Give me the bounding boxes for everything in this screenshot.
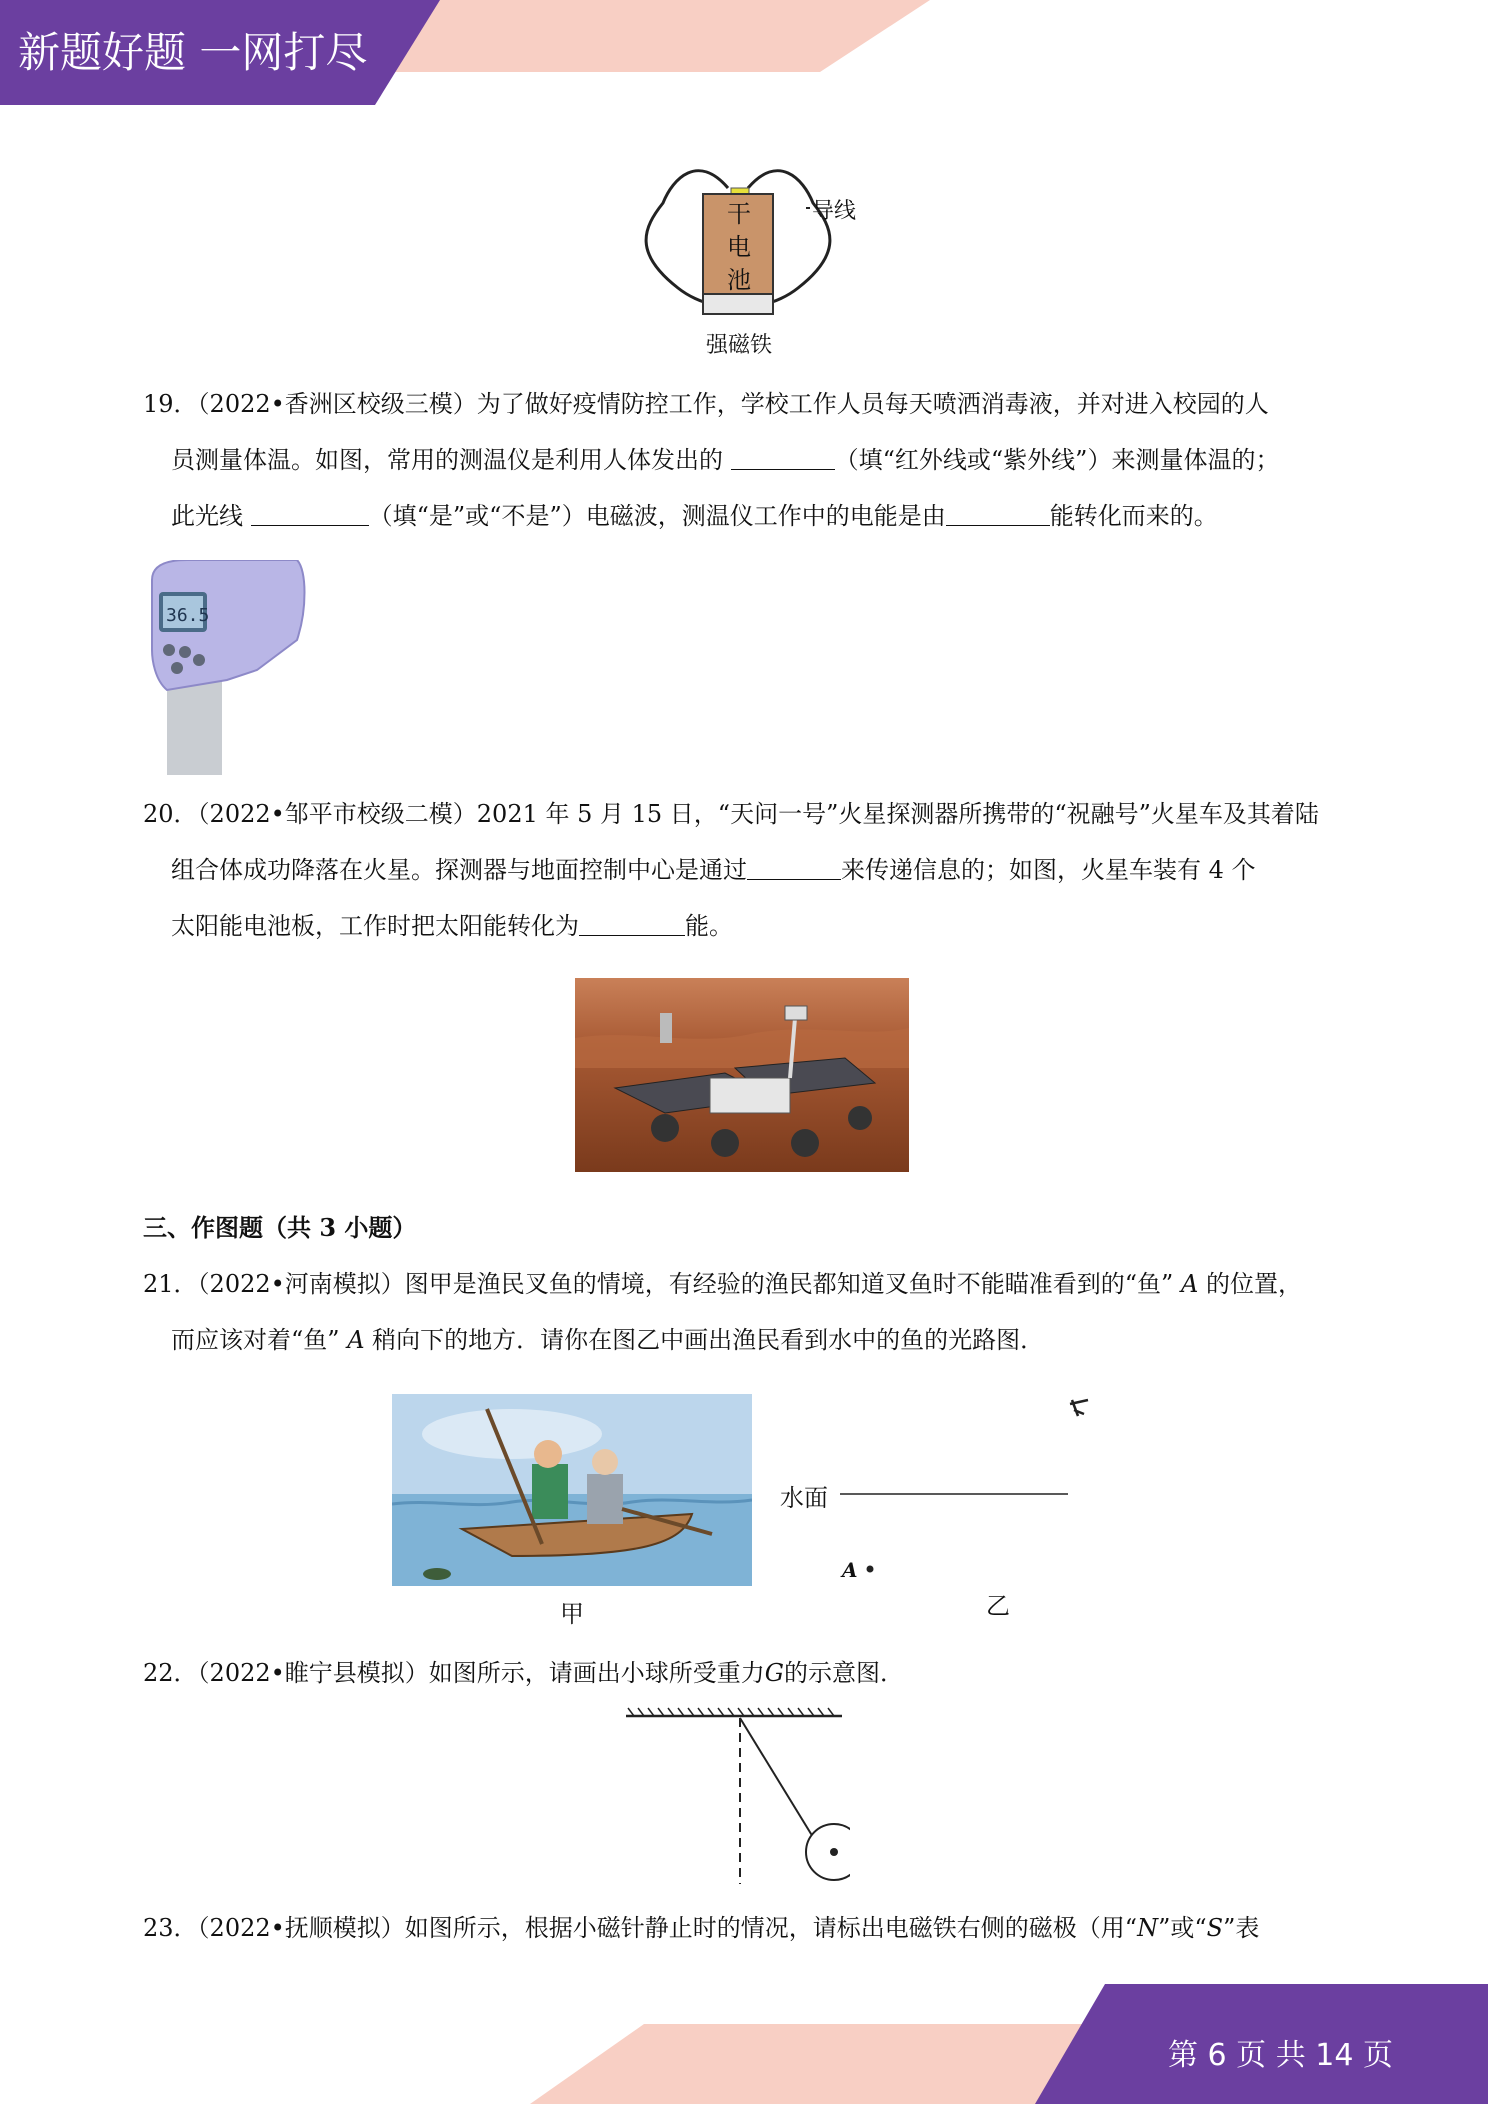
q23-text-a: 如图所示，根据小磁针静止时的情况，请标出电磁铁右侧的磁极（用“	[404, 1914, 1138, 1942]
thermometer-display-value: 36.5	[166, 605, 210, 626]
question-22	[143, 1645, 1353, 1701]
thermometer-image	[147, 560, 307, 775]
q19-line3b: （填“是”或“不是”）电磁波，测温仪工作中的电能是由	[368, 502, 946, 530]
q19-line1: 为了做好疫情防控工作，学校工作人员每天喷洒消毒液，并对进入校园的人	[476, 390, 1269, 418]
q20-blank-1[interactable]	[747, 855, 841, 880]
q21-var-a-1: A	[1180, 1270, 1199, 1298]
q20-number: 20．	[143, 800, 198, 828]
q22-var-g: G	[764, 1659, 784, 1687]
question-20	[143, 786, 1353, 954]
q19-line2a: 员测量体温。如图，常用的测温仪是利用人体发出的	[171, 446, 731, 474]
q20-line2a: 组合体成功降落在火星。探测器与地面控制中心是通过	[171, 856, 747, 884]
section-title: 三、作图题（共 3 小题）	[143, 1213, 417, 1242]
battery-char-3: 池	[727, 266, 751, 294]
q22-text-b: 的示意图．	[783, 1659, 904, 1687]
q21-source: （2022•河南模拟）	[197, 1270, 405, 1298]
q19-number: 19．	[143, 390, 198, 418]
question-19	[143, 376, 1353, 544]
q23-text-b: ”或“	[1158, 1914, 1207, 1942]
q19-line3a: 此光线	[171, 502, 251, 530]
q21-number: 21．	[143, 1270, 198, 1298]
q21-line1a: 图甲是渔民叉鱼的情境，有经验的渔民都知道叉鱼时不能瞄准看到的“鱼”	[404, 1270, 1174, 1298]
q20-line2b: 来传递信息的；如图，火星车装有 4 个	[841, 856, 1256, 884]
page-number: 第 6 页 共 14 页	[1168, 2038, 1393, 2073]
label-point-a: A	[842, 1558, 858, 1582]
q19-line3c: 能转化而来的。	[1049, 502, 1218, 530]
label-water-surface: 水面	[780, 1484, 828, 1512]
question-23	[143, 1900, 1353, 1956]
q19-blank-1[interactable]	[731, 445, 835, 470]
battery-char-2: 电	[727, 233, 751, 261]
label-yi: 乙	[986, 1592, 1010, 1620]
question-21	[143, 1256, 1353, 1368]
pendulum-diagram	[620, 1706, 850, 1890]
q21-line2a: 而应该对着“鱼”	[171, 1326, 340, 1354]
mars-rover-image	[575, 978, 909, 1172]
q21-line2b: 稍向下的地方．请你在图乙中画出渔民看到水中的鱼的光路图．	[372, 1326, 1045, 1354]
wire-label: 导线	[812, 199, 857, 224]
q23-number: 23．	[143, 1914, 198, 1942]
q22-number: 22．	[143, 1659, 198, 1687]
q22-text-a: 如图所示，请画出小球所受重力	[428, 1659, 765, 1687]
q20-blank-2[interactable]	[579, 911, 685, 936]
banner-title: 新题好题 一网打尽	[18, 28, 368, 77]
battery-char-1: 干	[727, 200, 751, 228]
q23-source: （2022•抚顺模拟）	[197, 1914, 405, 1942]
q21-line1b: 的位置，	[1205, 1270, 1302, 1298]
q19-line2b: （填“红外线或“紫外线”）来测量体温的；	[834, 446, 1280, 474]
q21-var-a-2: A	[347, 1326, 365, 1354]
q20-line3a: 太阳能电池板，工作时把太阳能转化为	[171, 912, 579, 940]
fishing-scene-image	[392, 1394, 752, 1586]
q22-source: （2022•睢宁县模拟）	[197, 1659, 429, 1687]
label-jia: 甲	[560, 1600, 584, 1628]
q20-line3b: 能。	[685, 912, 733, 940]
q19-blank-2[interactable]	[251, 501, 369, 526]
q23-var-s: S	[1206, 1914, 1224, 1942]
magnet-label: 强磁铁	[706, 333, 773, 358]
q20-line1: 2021 年 5 月 15 日，“天问一号”火星探测器所携带的“祝融号”火星车及其着陆	[476, 800, 1319, 828]
q23-text-c: ”表	[1223, 1914, 1260, 1942]
battery-label	[724, 198, 754, 297]
q20-source: （2022•邹平市校级二模）	[197, 800, 477, 828]
q23-var-n: N	[1137, 1914, 1159, 1942]
q19-source: （2022•香洲区校级三模）	[197, 390, 477, 418]
q19-blank-3[interactable]	[946, 501, 1050, 526]
